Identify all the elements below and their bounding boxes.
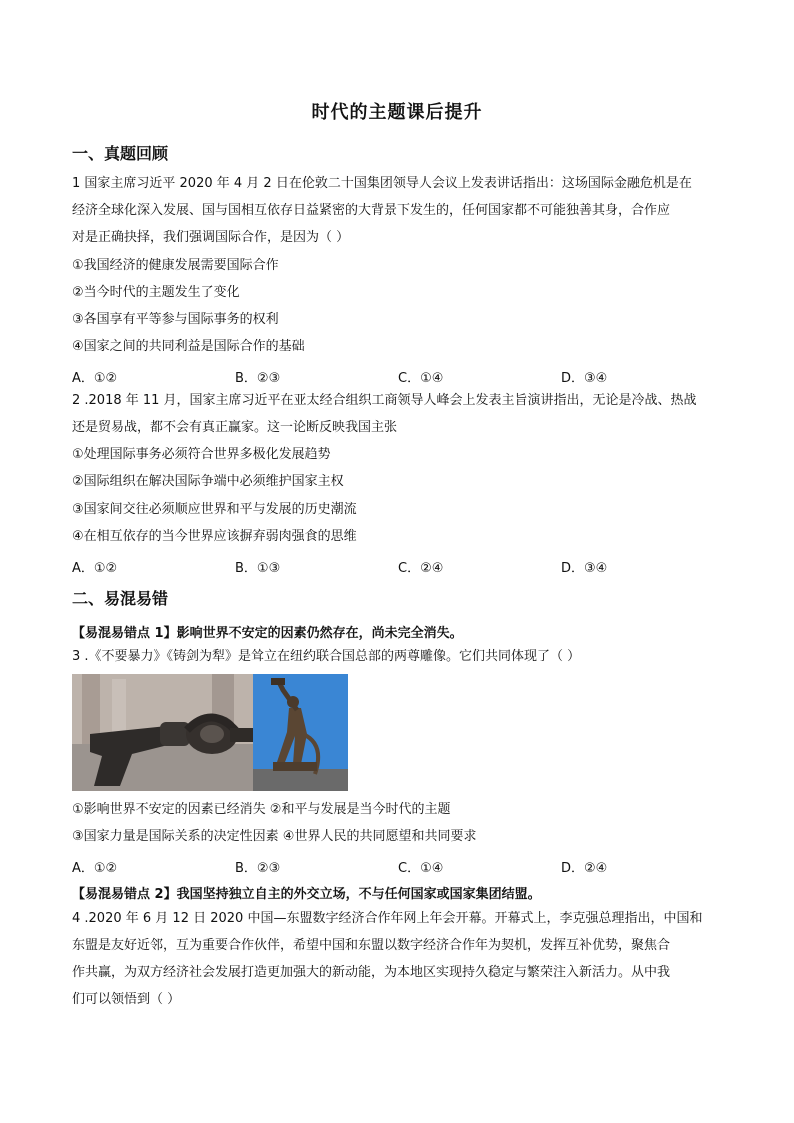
q1-option-d[interactable]: D．③④ xyxy=(561,371,608,386)
q2-item: ③国家间交往必须顺应世界和平与发展的历史潮流 xyxy=(72,502,357,517)
section-heading-review: 一、真题回顾 xyxy=(72,144,169,163)
q4-line: 作共赢，为双方经济社会发展打造更加强大的新动能，为本地区实现持久稳定与繁荣注入新活力。从中我 xyxy=(72,965,671,980)
q2-line: 2 .2018 年 11 月，国家主席习近平在亚太经合组织工商领导人峰会上发表主旨演讲指出，无论是冷战、热战 xyxy=(72,393,697,408)
q1-line: 经济全球化深入发展、国与国相互依存日益紧密的大背景下发生的，任何国家都不可能独善其身，合作应 xyxy=(72,203,671,218)
q1-line: 对是正确抉择，我们强调国际合作，是因为（ ） xyxy=(72,230,350,245)
q1-option-a[interactable]: A．①② xyxy=(72,371,118,386)
q3-option-b[interactable]: B．②③ xyxy=(235,861,281,876)
q3-options xyxy=(72,857,727,877)
q3-option-a[interactable]: A．①② xyxy=(72,861,118,876)
q2-item: ②国际组织在解决国际争端中必须维护国家主权 xyxy=(72,474,344,489)
section-heading-confusion: 二、易混易错 xyxy=(72,589,169,608)
q4-line: 东盟是友好近邻，互为重要合作伙伴，希望中国和东盟以数字经济合作年为契机，发挥互补优势，聚焦合 xyxy=(72,938,671,953)
q2-option-b[interactable]: B．①③ xyxy=(235,561,281,576)
page-title: 时代的主题课后提升 xyxy=(311,102,483,123)
q2-item: ④在相互依存的当今世界应该摒弃弱肉强食的思维 xyxy=(72,529,357,544)
q1-option-c[interactable]: C．①④ xyxy=(398,371,444,386)
q1-item: ②当今时代的主题发生了变化 xyxy=(72,285,240,300)
confusion-point-1: 【易混易错点 1】影响世界不安定的因素仍然存在，尚未完全消失。 xyxy=(72,626,463,641)
q1-options xyxy=(72,367,727,387)
q3-items-row: ③国家力量是国际关系的决定性因素 ④世界人民的共同愿望和共同要求 xyxy=(72,829,477,844)
q2-options xyxy=(72,557,727,577)
q1-item: ①我国经济的健康发展需要国际合作 xyxy=(72,258,279,273)
q3-items-row: ①影响世界不安定的因素已经消失 ②和平与发展是当今时代的主题 xyxy=(72,802,451,817)
q2-option-d[interactable]: D．③④ xyxy=(561,561,608,576)
q1-line: 1 国家主席习近平 2020 年 4 月 2 日在伦敦二十国集团领导人会议上发表讲话指出：这场国际金融危机是在 xyxy=(72,176,692,191)
q4-line: 4 .2020 年 6 月 12 日 2020 中国—东盟数字经济合作年网上年会开幕。开幕式上，李克强总理指出，中国和 xyxy=(72,911,703,926)
confusion-point-2: 【易混易错点 2】我国坚持独立自主的外交立场，不与任何国家或国家集团结盟。 xyxy=(72,887,541,902)
q2-option-c[interactable]: C．②④ xyxy=(398,561,444,576)
q2-item: ①处理国际事务必须符合世界多极化发展趋势 xyxy=(72,447,331,462)
knotted-gun-sculpture-image xyxy=(72,674,253,791)
q3-option-d[interactable]: D．②④ xyxy=(561,861,608,876)
q2-option-a[interactable]: A．①② xyxy=(72,561,118,576)
q1-item: ③各国享有平等参与国际事务的权利 xyxy=(72,312,279,327)
q1-option-b[interactable]: B．②③ xyxy=(235,371,281,386)
q1-item: ④国家之间的共同利益是国际合作的基础 xyxy=(72,339,305,354)
q3-line: 3 .《不要暴力》《铸剑为犁》是耸立在纽约联合国总部的两尊雕像。它们共同体现了（ ） xyxy=(72,649,581,664)
q3-option-c[interactable]: C．①④ xyxy=(398,861,444,876)
q4-line: 们可以领悟到（ ） xyxy=(72,992,181,1007)
plowshare-sculpture-image xyxy=(253,674,348,791)
q2-line: 还是贸易战，都不会有真正赢家。这一论断反映我国主张 xyxy=(72,420,398,435)
